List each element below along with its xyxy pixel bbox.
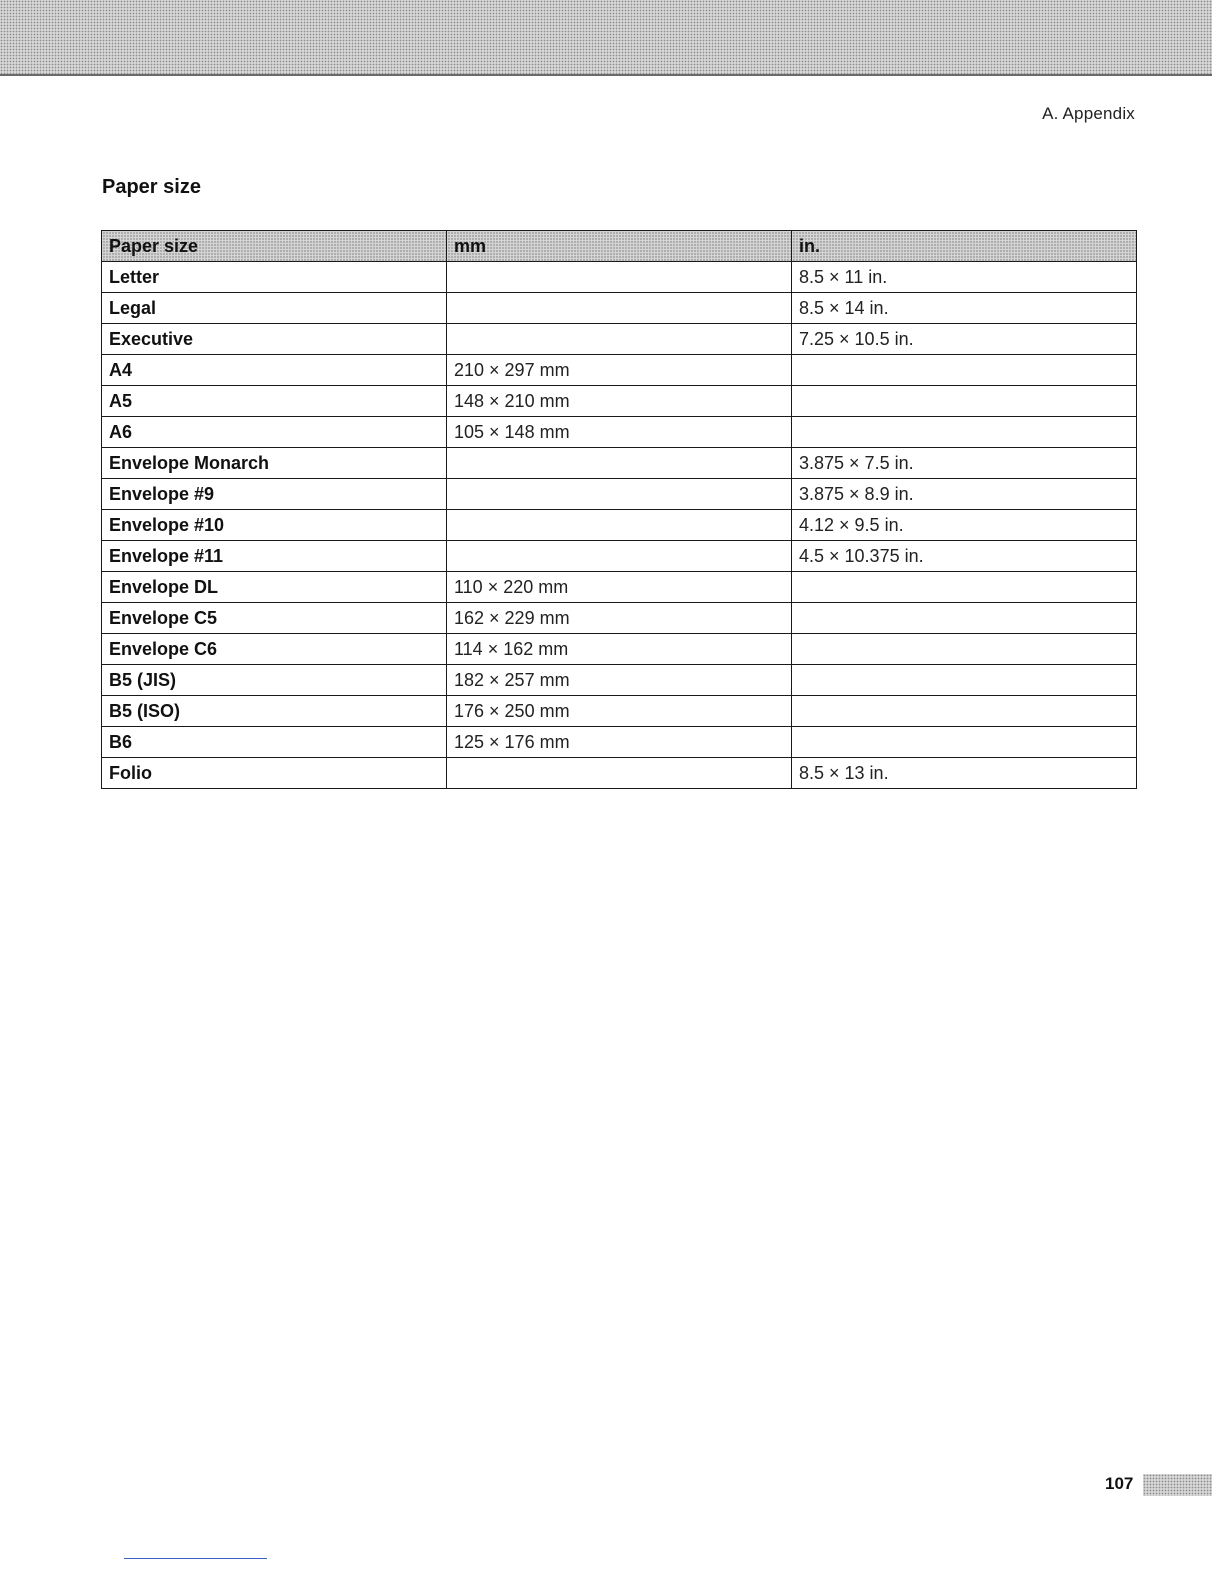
size-in: 4.12 × 9.5 in.	[792, 510, 1137, 541]
table-row	[102, 634, 1137, 665]
running-head: A. Appendix	[1042, 104, 1135, 123]
size-in	[792, 572, 1137, 603]
paper-size-name: Envelope C5	[102, 603, 447, 634]
table-row	[102, 541, 1137, 572]
size-mm	[447, 510, 792, 541]
table-row	[102, 262, 1137, 293]
table-header-row	[102, 231, 1137, 262]
table-row	[102, 727, 1137, 758]
table-row	[102, 603, 1137, 634]
paper-size-name: A5	[102, 386, 447, 417]
header-pattern-band	[0, 0, 1212, 76]
size-in	[792, 386, 1137, 417]
footer-pattern-tab	[1143, 1474, 1212, 1496]
table-row	[102, 665, 1137, 696]
size-mm	[447, 448, 792, 479]
paper-size-table	[101, 230, 1137, 789]
column-header-mm: mm	[447, 231, 792, 262]
table-row	[102, 448, 1137, 479]
size-mm: 176 × 250 mm	[447, 696, 792, 727]
paper-size-name: Executive	[102, 324, 447, 355]
paper-size-name: Envelope #9	[102, 479, 447, 510]
size-mm	[447, 541, 792, 572]
table-row	[102, 324, 1137, 355]
size-in	[792, 696, 1137, 727]
table-row	[102, 572, 1137, 603]
size-in: 8.5 × 13 in.	[792, 758, 1137, 789]
paper-size-name: B5 (JIS)	[102, 665, 447, 696]
size-in	[792, 727, 1137, 758]
size-in	[792, 417, 1137, 448]
paper-size-name: B6	[102, 727, 447, 758]
table-row	[102, 696, 1137, 727]
size-mm: 210 × 297 mm	[447, 355, 792, 386]
table-row	[102, 386, 1137, 417]
size-in: 7.25 × 10.5 in.	[792, 324, 1137, 355]
paper-size-name: Envelope Monarch	[102, 448, 447, 479]
size-mm: 182 × 257 mm	[447, 665, 792, 696]
size-in: 4.5 × 10.375 in.	[792, 541, 1137, 572]
table-row	[102, 510, 1137, 541]
size-mm: 162 × 229 mm	[447, 603, 792, 634]
paper-size-name: Envelope DL	[102, 572, 447, 603]
size-in	[792, 355, 1137, 386]
paper-size-name: Envelope #10	[102, 510, 447, 541]
size-in: 8.5 × 11 in.	[792, 262, 1137, 293]
size-mm	[447, 262, 792, 293]
size-in	[792, 665, 1137, 696]
size-mm	[447, 758, 792, 789]
size-mm: 114 × 162 mm	[447, 634, 792, 665]
section-title: Paper size	[102, 176, 201, 198]
table-row	[102, 479, 1137, 510]
paper-size-name: Envelope C6	[102, 634, 447, 665]
size-mm	[447, 324, 792, 355]
size-mm: 148 × 210 mm	[447, 386, 792, 417]
paper-size-name: A6	[102, 417, 447, 448]
size-mm	[447, 293, 792, 324]
paper-size-name: Folio	[102, 758, 447, 789]
size-mm: 110 × 220 mm	[447, 572, 792, 603]
page-number: 107	[1105, 1474, 1134, 1493]
paper-size-name: Legal	[102, 293, 447, 324]
paper-size-name: A4	[102, 355, 447, 386]
size-mm: 125 × 176 mm	[447, 727, 792, 758]
size-mm: 105 × 148 mm	[447, 417, 792, 448]
footer-rule	[124, 1558, 267, 1559]
paper-size-name: Letter	[102, 262, 447, 293]
size-in: 3.875 × 7.5 in.	[792, 448, 1137, 479]
table-row	[102, 355, 1137, 386]
table-row	[102, 758, 1137, 789]
table-row	[102, 417, 1137, 448]
size-mm	[447, 479, 792, 510]
column-header-paper-size: Paper size	[102, 231, 447, 262]
size-in	[792, 603, 1137, 634]
size-in	[792, 634, 1137, 665]
column-header-in: in.	[792, 231, 1137, 262]
size-in: 8.5 × 14 in.	[792, 293, 1137, 324]
table-row	[102, 293, 1137, 324]
size-in: 3.875 × 8.9 in.	[792, 479, 1137, 510]
paper-size-name: Envelope #11	[102, 541, 447, 572]
paper-size-name: B5 (ISO)	[102, 696, 447, 727]
